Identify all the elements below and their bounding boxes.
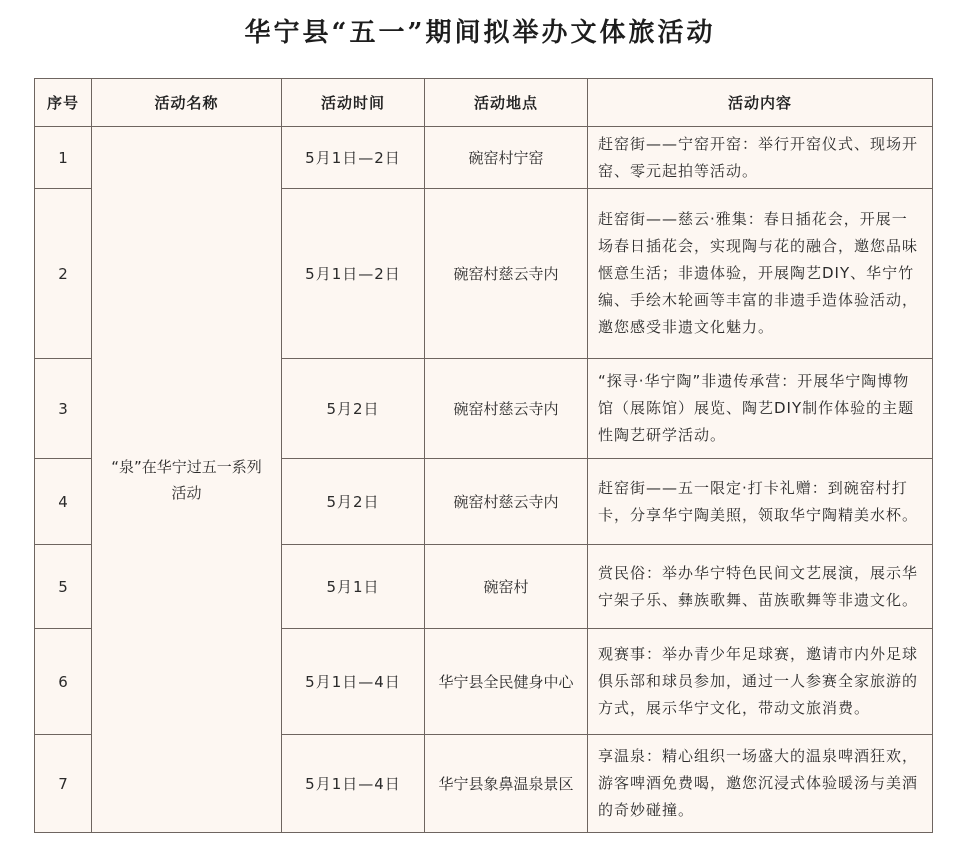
- activity-time: 5月1日—4日: [282, 735, 425, 833]
- header-location: 活动地点: [425, 79, 588, 127]
- row-number: 2: [35, 189, 92, 359]
- activity-content: 赶窑街——五一限定·打卡礼赠：到碗窑村打卡，分享华宁陶美照，领取华宁陶精美水杯。: [588, 459, 933, 545]
- activity-time: 5月1日—2日: [282, 127, 425, 189]
- row-number: 3: [35, 359, 92, 459]
- activity-time: 5月2日: [282, 359, 425, 459]
- activity-content: 赏民俗：举办华宁特色民间文艺展演，展示华宁架子乐、彝族歌舞、苗族歌舞等非遗文化。: [588, 545, 933, 629]
- activity-content: 赶窑街——慈云·雅集：春日插花会，开展一场春日插花会，实现陶与花的融合，邀您品味惬意生活；非遗体验，开展陶艺DIY、华宁竹编、手绘木轮画等丰富的非遗手造体验活动，邀您感受非遗文化魅力。: [588, 189, 933, 359]
- row-number: 7: [35, 735, 92, 833]
- activity-time: 5月1日—4日: [282, 629, 425, 735]
- activity-time: 5月1日—2日: [282, 189, 425, 359]
- table-header: [35, 79, 933, 127]
- activity-name-merged: “泉”在华宁过五一系列活动: [92, 127, 282, 833]
- activity-content: 观赛事：举办青少年足球赛，邀请市内外足球俱乐部和球员参加，通过一人参赛全家旅游的方式，展示华宁文化，带动文旅消费。: [588, 629, 933, 735]
- activity-time: 5月2日: [282, 459, 425, 545]
- activity-content: 赶窑街——宁窑开窑：举行开窑仪式、现场开窑、零元起拍等活动。: [588, 127, 933, 189]
- activities-table: [34, 78, 933, 833]
- activity-location: 碗窑村: [425, 545, 588, 629]
- table-body: [35, 127, 933, 833]
- header-row: [35, 79, 933, 127]
- activity-location: 华宁县象鼻温泉景区: [425, 735, 588, 833]
- header-content: 活动内容: [588, 79, 933, 127]
- activity-location: 碗窑村慈云寺内: [425, 359, 588, 459]
- header-time: 活动时间: [282, 79, 425, 127]
- activity-location: 碗窑村慈云寺内: [425, 459, 588, 545]
- page-title: 华宁县“五一”期间拟举办文体旅活动: [244, 18, 716, 48]
- activity-location: 碗窑村宁窑: [425, 127, 588, 189]
- activity-content: 享温泉：精心组织一场盛大的温泉啤酒狂欢，游客啤酒免费喝，邀您沉浸式体验暖汤与美酒的奇妙碰撞。: [588, 735, 933, 833]
- activity-location: 华宁县全民健身中心: [425, 629, 588, 735]
- row-number: 6: [35, 629, 92, 735]
- header-num: 序号: [35, 79, 92, 127]
- activity-location: 碗窑村慈云寺内: [425, 189, 588, 359]
- activity-content: “探寻·华宁陶”非遗传承营：开展华宁陶博物馆（展陈馆）展览、陶艺DIY制作体验的主题性陶艺研学活动。: [588, 359, 933, 459]
- table-row: [35, 127, 933, 189]
- row-number: 5: [35, 545, 92, 629]
- header-name: 活动名称: [92, 79, 282, 127]
- row-number: 4: [35, 459, 92, 545]
- row-number: 1: [35, 127, 92, 189]
- activity-time: 5月1日: [282, 545, 425, 629]
